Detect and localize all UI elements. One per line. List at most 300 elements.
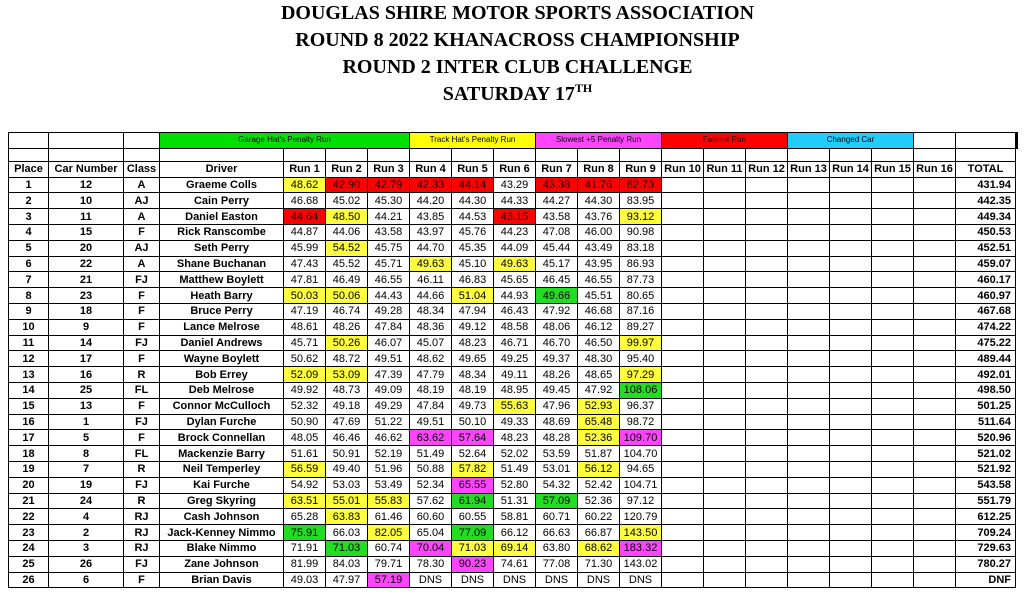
run-time-cell: 143.02 xyxy=(620,556,662,572)
place-cell: 10 xyxy=(9,319,49,335)
run-time-cell xyxy=(830,288,872,304)
run-time-cell: 97.12 xyxy=(620,493,662,509)
run-time-cell xyxy=(746,288,788,304)
run-time-cell: 45.52 xyxy=(326,256,368,272)
run-time-cell xyxy=(746,382,788,398)
table-row xyxy=(9,335,1018,351)
run-time-cell xyxy=(914,288,956,304)
run-time-cell: 98.72 xyxy=(620,414,662,430)
run-time-cell xyxy=(662,224,704,240)
run-time-cell xyxy=(872,240,914,256)
class-cell: FJ xyxy=(124,477,160,493)
header-row xyxy=(9,161,1018,177)
run-time-cell: 45.51 xyxy=(578,288,620,304)
run-time-cell xyxy=(872,556,914,572)
run-time-cell: 44.93 xyxy=(494,288,536,304)
run-time-cell xyxy=(914,540,956,556)
run-time-cell xyxy=(914,398,956,414)
run-time-cell xyxy=(788,446,830,462)
run-time-cell xyxy=(662,414,704,430)
run-time-cell: 47.39 xyxy=(368,367,410,383)
run-time-cell: 52.36 xyxy=(578,430,620,446)
run-time-cell xyxy=(662,461,704,477)
total-cell: 543.58 xyxy=(956,477,1016,493)
place-cell: 5 xyxy=(9,240,49,256)
run-time-cell: 71.03 xyxy=(326,540,368,556)
run-time-cell xyxy=(914,319,956,335)
run-time-cell: 57.62 xyxy=(410,493,452,509)
run-time-cell xyxy=(788,477,830,493)
run-time-cell xyxy=(914,224,956,240)
run-time-cell: 66.12 xyxy=(494,525,536,541)
run-time-cell: 65.55 xyxy=(452,477,494,493)
run-time-cell: DNS xyxy=(452,572,494,588)
run-time-cell: 45.35 xyxy=(452,240,494,256)
class-cell: R xyxy=(124,461,160,477)
run-time-cell: 58.81 xyxy=(494,509,536,525)
total-cell: 498.50 xyxy=(956,382,1016,398)
run-time-cell xyxy=(662,272,704,288)
run-time-cell: 61.94 xyxy=(452,493,494,509)
run-time-cell xyxy=(704,240,746,256)
run-time-cell: 71.03 xyxy=(452,540,494,556)
run-time-cell: 63.83 xyxy=(326,509,368,525)
total-cell: 780.27 xyxy=(956,556,1016,572)
run-time-cell xyxy=(704,556,746,572)
run-time-cell xyxy=(830,209,872,225)
car-number-cell: 12 xyxy=(49,177,124,193)
run-time-cell xyxy=(830,461,872,477)
run-time-cell: 42.33 xyxy=(410,177,452,193)
run-time-cell xyxy=(830,382,872,398)
run-time-cell: 48.36 xyxy=(410,319,452,335)
run-time-cell: 68.62 xyxy=(578,540,620,556)
run-time-cell xyxy=(914,335,956,351)
run-time-cell: 50.26 xyxy=(326,335,368,351)
run-time-cell: 60.55 xyxy=(452,509,494,525)
total-cell: 474.22 xyxy=(956,319,1016,335)
class-cell: F xyxy=(124,319,160,335)
run-time-cell xyxy=(830,240,872,256)
run-time-cell: 47.08 xyxy=(536,224,578,240)
car-number-cell: 23 xyxy=(49,288,124,304)
total-cell: 729.63 xyxy=(956,540,1016,556)
run-time-cell: 43.97 xyxy=(410,224,452,240)
column-header: Run 13 xyxy=(788,161,830,177)
run-time-cell: 48.19 xyxy=(410,382,452,398)
run-time-cell: 44.09 xyxy=(494,240,536,256)
car-number-cell: 22 xyxy=(49,256,124,272)
run-time-cell xyxy=(830,525,872,541)
run-time-cell: 55.83 xyxy=(368,493,410,509)
run-time-cell xyxy=(662,556,704,572)
run-time-cell xyxy=(872,288,914,304)
car-number-cell: 16 xyxy=(49,367,124,383)
run-time-cell xyxy=(704,272,746,288)
run-time-cell: 50.88 xyxy=(410,461,452,477)
car-number-cell: 19 xyxy=(49,477,124,493)
run-time-cell: 60.71 xyxy=(536,509,578,525)
run-time-cell xyxy=(746,351,788,367)
run-time-cell: 49.63 xyxy=(410,256,452,272)
run-time-cell: 46.46 xyxy=(326,430,368,446)
driver-cell: Connor McCulloch xyxy=(160,398,284,414)
run-time-cell xyxy=(872,430,914,446)
class-cell: RJ xyxy=(124,525,160,541)
run-time-cell: 49.66 xyxy=(536,288,578,304)
run-time-cell xyxy=(746,414,788,430)
run-time-cell: 49.28 xyxy=(368,303,410,319)
driver-cell: Wayne Boylett xyxy=(160,351,284,367)
place-cell: 24 xyxy=(9,540,49,556)
report-title xyxy=(0,0,1035,108)
run-time-cell: 49.11 xyxy=(494,367,536,383)
run-time-cell: 47.84 xyxy=(368,319,410,335)
run-time-cell xyxy=(830,572,872,588)
table-row xyxy=(9,256,1018,272)
run-time-cell: 48.61 xyxy=(284,319,326,335)
run-time-cell xyxy=(662,509,704,525)
table-row xyxy=(9,556,1018,572)
place-cell: 23 xyxy=(9,525,49,541)
run-time-cell xyxy=(746,572,788,588)
driver-cell: Blake Nimmo xyxy=(160,540,284,556)
run-time-cell: 46.55 xyxy=(578,272,620,288)
run-time-cell: 41.76 xyxy=(578,177,620,193)
run-time-cell xyxy=(914,351,956,367)
run-time-cell: 65.48 xyxy=(578,414,620,430)
run-time-cell xyxy=(830,335,872,351)
run-time-cell xyxy=(872,177,914,193)
run-time-cell: 51.49 xyxy=(494,461,536,477)
legend-slowest-penalty: Slowest +5 Penalty Run xyxy=(536,133,662,149)
run-time-cell: 53.49 xyxy=(368,477,410,493)
run-time-cell xyxy=(746,303,788,319)
run-time-cell xyxy=(830,319,872,335)
run-time-cell: 43.95 xyxy=(578,256,620,272)
run-time-cell: 51.31 xyxy=(494,493,536,509)
run-time-cell xyxy=(746,493,788,509)
run-time-cell: 50.62 xyxy=(284,351,326,367)
car-number-cell: 18 xyxy=(49,303,124,319)
run-time-cell: 48.69 xyxy=(536,414,578,430)
run-time-cell: 49.03 xyxy=(284,572,326,588)
run-time-cell xyxy=(746,540,788,556)
run-time-cell: 47.97 xyxy=(326,572,368,588)
car-number-cell: 15 xyxy=(49,224,124,240)
driver-cell: Seth Perry xyxy=(160,240,284,256)
driver-cell: Greg Skyring xyxy=(160,493,284,509)
car-number-cell: 25 xyxy=(49,382,124,398)
run-time-cell: 95.40 xyxy=(620,351,662,367)
car-number-cell: 17 xyxy=(49,351,124,367)
car-number-cell: 13 xyxy=(49,398,124,414)
run-time-cell: 44.06 xyxy=(326,224,368,240)
total-cell: 452.51 xyxy=(956,240,1016,256)
run-time-cell: 46.68 xyxy=(284,193,326,209)
column-header: Run 6 xyxy=(494,161,536,177)
driver-cell: Lance Melrose xyxy=(160,319,284,335)
run-time-cell xyxy=(704,509,746,525)
class-cell: F xyxy=(124,351,160,367)
run-time-cell xyxy=(872,382,914,398)
run-time-cell xyxy=(746,240,788,256)
run-time-cell xyxy=(872,509,914,525)
table-row xyxy=(9,414,1018,430)
legend-row xyxy=(9,133,1018,149)
run-time-cell: 47.96 xyxy=(536,398,578,414)
class-cell: FJ xyxy=(124,272,160,288)
run-time-cell: 71.30 xyxy=(578,556,620,572)
class-cell: R xyxy=(124,493,160,509)
legend-track-penalty: Track Hat's Penalty Run xyxy=(410,133,536,149)
class-cell: F xyxy=(124,430,160,446)
run-time-cell xyxy=(704,256,746,272)
run-time-cell xyxy=(914,209,956,225)
run-time-cell: 69.14 xyxy=(494,540,536,556)
run-time-cell: 46.45 xyxy=(536,272,578,288)
run-time-cell: 53.59 xyxy=(536,446,578,462)
run-time-cell: 90.23 xyxy=(452,556,494,572)
driver-cell: Bob Errey xyxy=(160,367,284,383)
run-time-cell: 47.19 xyxy=(284,303,326,319)
run-time-cell: 49.45 xyxy=(536,382,578,398)
run-time-cell xyxy=(872,525,914,541)
run-time-cell: 81.99 xyxy=(284,556,326,572)
run-time-cell xyxy=(788,540,830,556)
run-time-cell xyxy=(662,446,704,462)
place-cell: 7 xyxy=(9,272,49,288)
run-time-cell xyxy=(872,351,914,367)
run-time-cell xyxy=(872,446,914,462)
table-row xyxy=(9,446,1018,462)
driver-cell: Cain Perry xyxy=(160,193,284,209)
car-number-cell: 1 xyxy=(49,414,124,430)
run-time-cell xyxy=(788,288,830,304)
run-time-cell xyxy=(788,382,830,398)
run-time-cell: 46.68 xyxy=(578,303,620,319)
run-time-cell: 54.92 xyxy=(284,477,326,493)
column-header: Run 9 xyxy=(620,161,662,177)
run-time-cell xyxy=(704,335,746,351)
run-time-cell xyxy=(872,461,914,477)
run-time-cell: 45.99 xyxy=(284,240,326,256)
run-time-cell xyxy=(872,256,914,272)
column-header: Run 3 xyxy=(368,161,410,177)
class-cell: R xyxy=(124,367,160,383)
run-time-cell: 46.07 xyxy=(368,335,410,351)
run-time-cell xyxy=(872,540,914,556)
run-time-cell: 55.01 xyxy=(326,493,368,509)
run-time-cell: 42.79 xyxy=(368,177,410,193)
run-time-cell: 52.93 xyxy=(578,398,620,414)
run-time-cell: 51.22 xyxy=(368,414,410,430)
place-cell: 20 xyxy=(9,477,49,493)
run-time-cell: 45.10 xyxy=(452,256,494,272)
run-time-cell: 45.30 xyxy=(368,193,410,209)
run-time-cell: 49.12 xyxy=(452,319,494,335)
run-time-cell: 50.91 xyxy=(326,446,368,462)
class-cell: AJ xyxy=(124,240,160,256)
run-time-cell: 89.27 xyxy=(620,319,662,335)
total-cell: 459.07 xyxy=(956,256,1016,272)
run-time-cell xyxy=(704,367,746,383)
run-time-cell xyxy=(914,414,956,430)
table-row xyxy=(9,461,1018,477)
run-time-cell: 43.38 xyxy=(536,177,578,193)
run-time-cell xyxy=(746,509,788,525)
run-time-cell xyxy=(788,209,830,225)
run-time-cell xyxy=(830,177,872,193)
run-time-cell: 49.33 xyxy=(494,414,536,430)
run-time-cell xyxy=(746,430,788,446)
legend-garage-penalty: Garage Hat's Penalty Run xyxy=(160,133,410,149)
run-time-cell: 48.58 xyxy=(494,319,536,335)
run-time-cell xyxy=(704,398,746,414)
run-time-cell xyxy=(788,335,830,351)
run-time-cell: 51.96 xyxy=(368,461,410,477)
place-cell: 21 xyxy=(9,493,49,509)
driver-cell: Zane Johnson xyxy=(160,556,284,572)
run-time-cell: 47.92 xyxy=(536,303,578,319)
run-time-cell xyxy=(746,446,788,462)
table-row xyxy=(9,367,1018,383)
run-time-cell xyxy=(788,493,830,509)
run-time-cell xyxy=(704,209,746,225)
run-time-cell xyxy=(662,430,704,446)
run-time-cell: 47.79 xyxy=(410,367,452,383)
run-time-cell: 42.90 xyxy=(326,177,368,193)
run-time-cell: 77.08 xyxy=(536,556,578,572)
run-time-cell: 66.87 xyxy=(578,525,620,541)
run-time-cell: 43.58 xyxy=(368,224,410,240)
run-time-cell: 52.32 xyxy=(284,398,326,414)
run-time-cell: 46.00 xyxy=(578,224,620,240)
place-cell: 3 xyxy=(9,209,49,225)
car-number-cell: 24 xyxy=(49,493,124,509)
run-time-cell: 46.49 xyxy=(326,272,368,288)
run-time-cell xyxy=(662,335,704,351)
run-time-cell: 48.30 xyxy=(578,351,620,367)
column-header: Run 12 xyxy=(746,161,788,177)
run-time-cell xyxy=(788,398,830,414)
run-time-cell xyxy=(746,193,788,209)
run-time-cell xyxy=(704,319,746,335)
run-time-cell xyxy=(704,572,746,588)
run-time-cell xyxy=(872,319,914,335)
run-time-cell: 96.37 xyxy=(620,398,662,414)
column-header: Run 11 xyxy=(704,161,746,177)
car-number-cell: 20 xyxy=(49,240,124,256)
column-header: Run 8 xyxy=(578,161,620,177)
run-time-cell: 66.63 xyxy=(536,525,578,541)
run-time-cell: 48.26 xyxy=(536,367,578,383)
run-time-cell: 48.26 xyxy=(326,319,368,335)
column-header: TOTAL xyxy=(956,161,1016,177)
run-time-cell: 52.80 xyxy=(494,477,536,493)
total-cell: 492.01 xyxy=(956,367,1016,383)
run-time-cell xyxy=(830,430,872,446)
driver-cell: Neil Temperley xyxy=(160,461,284,477)
run-time-cell: 82.73 xyxy=(620,177,662,193)
run-time-cell: 104.71 xyxy=(620,477,662,493)
run-time-cell: 60.60 xyxy=(410,509,452,525)
run-time-cell: 97.29 xyxy=(620,367,662,383)
run-time-cell xyxy=(788,319,830,335)
column-header: Run 2 xyxy=(326,161,368,177)
total-cell: 489.44 xyxy=(956,351,1016,367)
run-time-cell: 57.09 xyxy=(536,493,578,509)
driver-cell: Matthew Boylett xyxy=(160,272,284,288)
run-time-cell xyxy=(914,272,956,288)
run-time-cell: 109.70 xyxy=(620,430,662,446)
driver-cell: Brian Davis xyxy=(160,572,284,588)
run-time-cell: 43.15 xyxy=(494,209,536,225)
run-time-cell: 66.03 xyxy=(326,525,368,541)
run-time-cell xyxy=(914,177,956,193)
run-time-cell: 87.16 xyxy=(620,303,662,319)
run-time-cell: 46.12 xyxy=(578,319,620,335)
run-time-cell: 44.30 xyxy=(452,193,494,209)
run-time-cell: 49.09 xyxy=(368,382,410,398)
run-time-cell: 46.50 xyxy=(578,335,620,351)
run-time-cell: 60.22 xyxy=(578,509,620,525)
run-time-cell: 79.71 xyxy=(368,556,410,572)
run-time-cell: 45.07 xyxy=(410,335,452,351)
run-time-cell: 43.58 xyxy=(536,209,578,225)
run-time-cell: 44.70 xyxy=(410,240,452,256)
run-time-cell xyxy=(746,477,788,493)
car-number-cell: 8 xyxy=(49,446,124,462)
legend-changed-car: Changed Car xyxy=(788,133,914,149)
place-cell: 11 xyxy=(9,335,49,351)
place-cell: 16 xyxy=(9,414,49,430)
run-time-cell: 51.87 xyxy=(578,446,620,462)
run-time-cell: 47.84 xyxy=(410,398,452,414)
run-time-cell xyxy=(830,398,872,414)
run-time-cell xyxy=(662,256,704,272)
total-cell: 612.25 xyxy=(956,509,1016,525)
run-time-cell xyxy=(746,525,788,541)
place-cell: 2 xyxy=(9,193,49,209)
run-time-cell: 49.73 xyxy=(452,398,494,414)
run-time-cell: 52.02 xyxy=(494,446,536,462)
total-cell: 442.35 xyxy=(956,193,1016,209)
run-time-cell: 120.79 xyxy=(620,509,662,525)
run-time-cell xyxy=(872,335,914,351)
run-time-cell: 63.62 xyxy=(410,430,452,446)
run-time-cell: 44.33 xyxy=(494,193,536,209)
run-time-cell: 183.32 xyxy=(620,540,662,556)
run-time-cell: 45.65 xyxy=(494,272,536,288)
table-row xyxy=(9,572,1018,588)
run-time-cell: 99.97 xyxy=(620,335,662,351)
run-time-cell xyxy=(830,272,872,288)
run-time-cell: 108.06 xyxy=(620,382,662,398)
run-time-cell xyxy=(704,382,746,398)
run-time-cell xyxy=(746,272,788,288)
run-time-cell: 48.28 xyxy=(536,430,578,446)
run-time-cell: 51.61 xyxy=(284,446,326,462)
column-header: Run 16 xyxy=(914,161,956,177)
table-row xyxy=(9,224,1018,240)
run-time-cell: 77.09 xyxy=(452,525,494,541)
car-number-cell: 7 xyxy=(49,461,124,477)
place-cell: 8 xyxy=(9,288,49,304)
run-time-cell xyxy=(704,414,746,430)
run-time-cell: 47.94 xyxy=(452,303,494,319)
run-time-cell: 56.59 xyxy=(284,461,326,477)
